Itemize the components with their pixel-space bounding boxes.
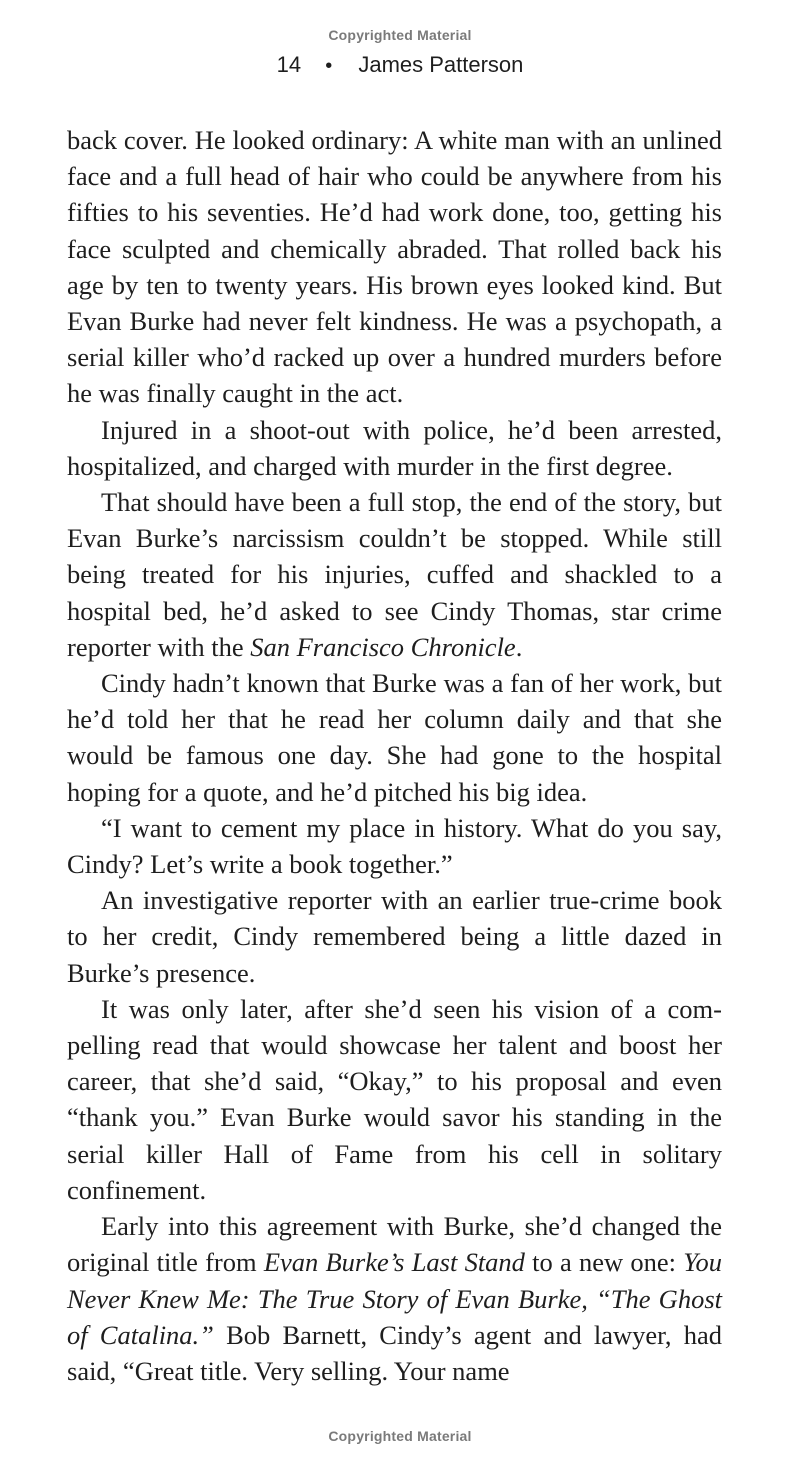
paragraph-2: Injured in a shoot-out with police, he’d been arrested, hospitalized, and charged with murder in the first degree. xyxy=(67,414,722,481)
author-name: James Patterson xyxy=(358,52,524,77)
paragraph-8-text-b: to a new one: xyxy=(524,1247,684,1278)
original-book-title: Evan Burke’s Last Stand xyxy=(263,1247,525,1278)
paragraph-3 xyxy=(67,484,722,665)
copyright-watermark-top: Copyrighted Material xyxy=(328,27,472,43)
header-separator: • xyxy=(325,55,333,77)
paragraph-7: It was only later, after she’d seen his vision of a compelling read that would showcase her talent and boost her career, that she’d said, “Okay,” to his proposal and even “thank you.” Evan Burke would savor his standing in the serial killer Hall of Fame from his cell in solitary confinement. xyxy=(67,993,722,1205)
page-number: 14 xyxy=(276,52,302,77)
paragraph-1: back cover. He looked ordinary: A white man with an unlined face and a full head of hair who could be anywhere from his fifties to his seventies. He’d had work done, too, getting his face sculpted and chemically abraded. That rolled back his age by ten to twenty years. His brown eyes looked kind. But Evan Burke had never felt kindness. He was a psychopath, a serial killer who’d racked up over a hundred murders before he was finally caught in the act. xyxy=(67,125,722,409)
paragraph-5: “I want to cement my place in history. What do you say, Cindy? Let’s write a book together.” xyxy=(67,812,722,880)
copyright-watermark-bottom: Copyrighted Material xyxy=(328,1428,472,1444)
running-head xyxy=(0,52,800,78)
newspaper-title: San Francisco Chronicle xyxy=(250,631,516,662)
paragraph-4: Cindy hadn’t known that Burke was a fan of her work, but he’d told her that he read her column daily and that she would be famous one day. She had gone to the hospital hoping for a quote, and he’d pitched his big idea. xyxy=(67,668,722,807)
paragraph-8 xyxy=(67,1208,722,1389)
new-book-title: You Never Knew Me: The True Story of Evan Burke, “The Ghost of Catalina.” xyxy=(67,1247,722,1350)
paragraph-8-text-c: Bob Barnett, Cindy’s agent and lawyer, had said, “Great title. Very selling. Your name xyxy=(67,1319,722,1386)
paragraph-8-text-a: Early into this agreement with Burke, she’d changed the original title from xyxy=(67,1211,722,1278)
paragraph-3-text-b: . xyxy=(515,631,523,662)
paragraph-3-text-a: That should have been a full stop, the end of the story, but Evan Burke’s narcissism couldn’t be stopped. While still being treated for his injuries, cuffed and shackled to a hospital bed, he’d asked to see Cindy Thomas, star crime reporter with the xyxy=(67,487,722,662)
paragraph-6: An investigative reporter with an earlier true-crime book to her credit, Cindy remembered being a little dazed in Burke’s presence. xyxy=(67,885,722,988)
body-text xyxy=(67,122,722,1389)
